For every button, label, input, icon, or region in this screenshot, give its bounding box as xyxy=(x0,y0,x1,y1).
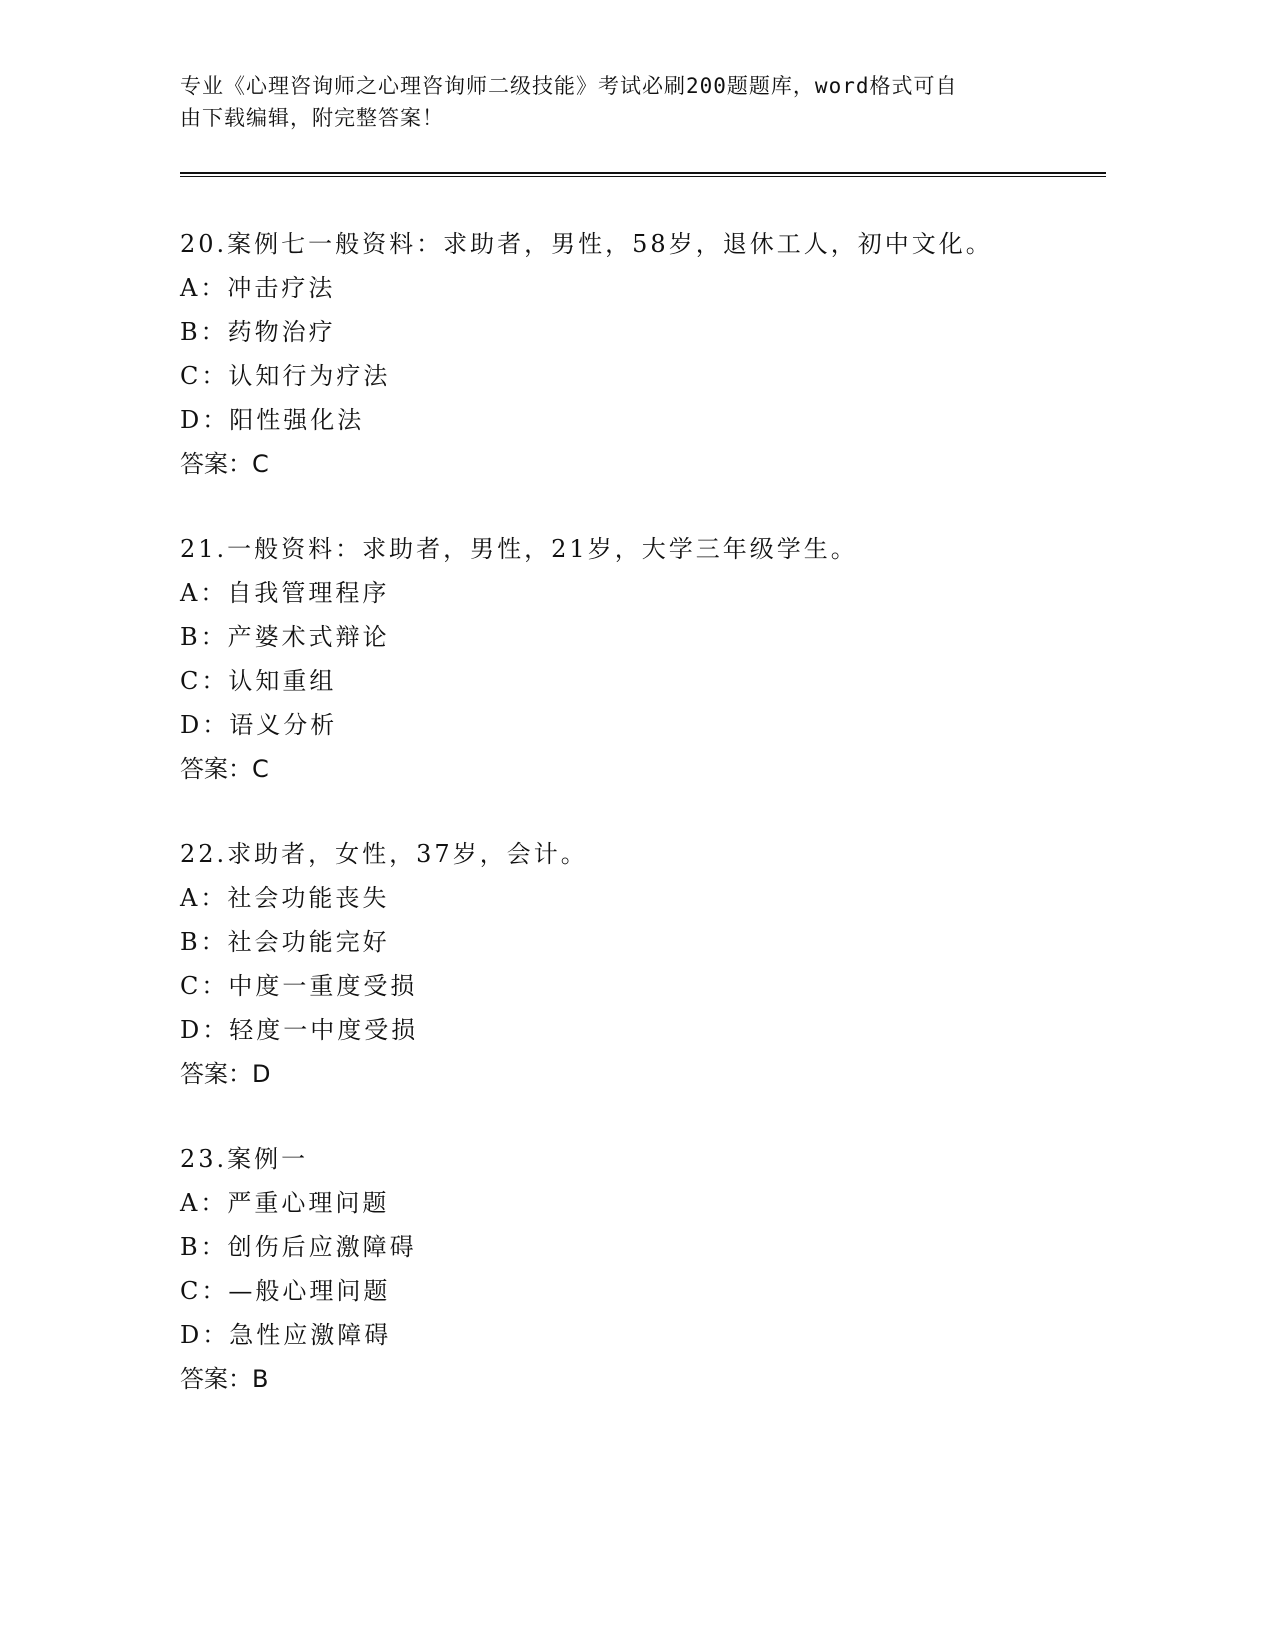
option-c: C：认知行为疗法 xyxy=(180,362,391,390)
option-b: B：社会功能完好 xyxy=(180,928,390,956)
header-line-2: 由下载编辑，附完整答案！ xyxy=(180,106,444,130)
option-b: B：创伤后应激障碍 xyxy=(180,1233,417,1261)
answer-line: 答案：C xyxy=(180,755,269,783)
option-c: C：认知重组 xyxy=(180,667,337,695)
question-21 xyxy=(180,527,1100,791)
question-stem: 23.案例一 xyxy=(180,1145,309,1173)
header-divider xyxy=(180,172,1106,177)
question-stem: 21.一般资料：求助者，男性，21岁，大学三年级学生。 xyxy=(180,535,858,563)
option-d: D：轻度一中度受损 xyxy=(180,1016,419,1044)
document-header xyxy=(180,70,1060,134)
option-a: A：社会功能丧失 xyxy=(180,884,390,912)
question-20 xyxy=(180,222,1100,486)
option-a: A：严重心理问题 xyxy=(180,1189,390,1217)
answer-line: 答案：B xyxy=(180,1365,269,1393)
option-d: D：阳性强化法 xyxy=(180,406,365,434)
option-d: D：语义分析 xyxy=(180,711,338,739)
question-23 xyxy=(180,1137,1100,1401)
option-d: D：急性应激障碍 xyxy=(180,1321,392,1349)
option-a: A：冲击疗法 xyxy=(180,274,336,302)
question-22 xyxy=(180,832,1100,1096)
question-stem: 20.案例七一般资料：求助者，男性，58岁，退休工人，初中文化。 xyxy=(180,230,993,258)
option-b: B：产婆术式辩论 xyxy=(180,623,390,651)
answer-line: 答案：D xyxy=(180,1060,271,1088)
answer-line: 答案：C xyxy=(180,450,269,478)
option-b: B：药物治疗 xyxy=(180,318,336,346)
option-c: C：中度一重度受损 xyxy=(180,972,418,1000)
header-line-1: 专业《心理咨询师之心理咨询师二级技能》考试必刷200题题库，word格式可自 xyxy=(180,74,958,98)
option-a: A：自我管理程序 xyxy=(180,579,390,607)
option-c: C：—般心理问题 xyxy=(180,1277,391,1305)
question-stem: 22.求助者，女性，37岁，会计。 xyxy=(180,840,588,868)
